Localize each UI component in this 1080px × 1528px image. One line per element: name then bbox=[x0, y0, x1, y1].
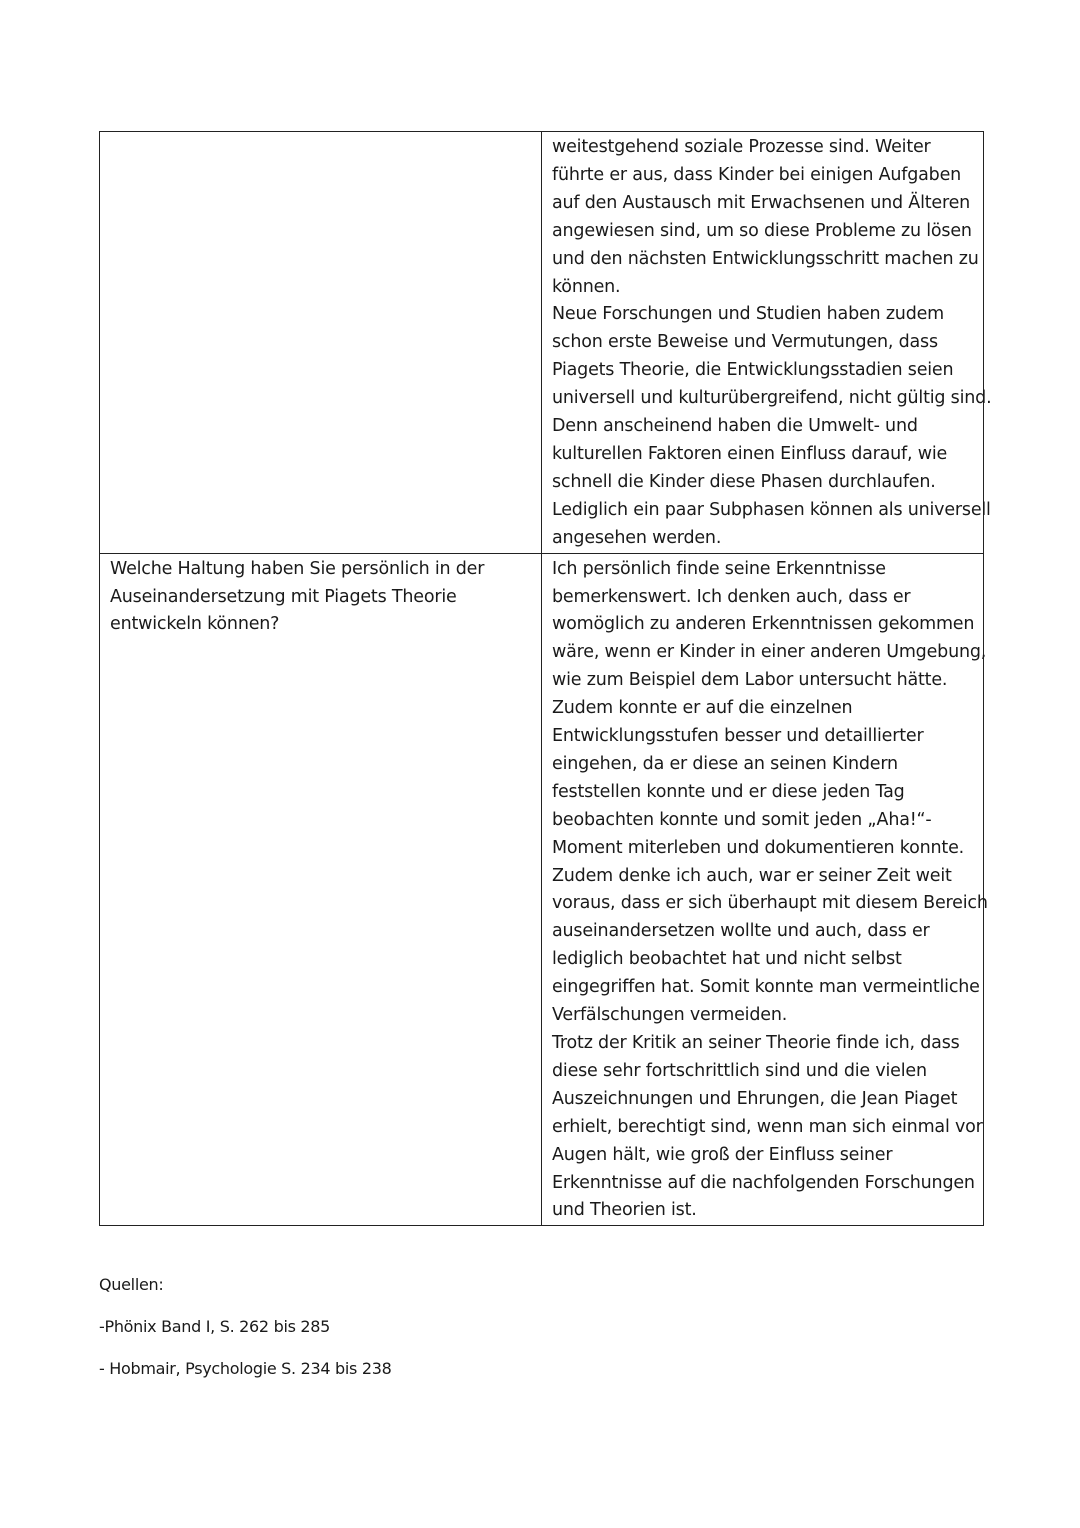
sources-section bbox=[99, 1274, 392, 1400]
text-line: Auszeichnungen und Ehrungen, die Jean Piaget bbox=[552, 1088, 958, 1109]
text-line: eingehen, da er diese an seinen Kindern bbox=[552, 753, 898, 774]
text-line: auseinandersetzen wollte und auch, dass er bbox=[552, 921, 930, 942]
table-row bbox=[100, 132, 984, 554]
source-item: -Phönix Band I, S. 262 bis 285 bbox=[99, 1317, 331, 1336]
question-cell bbox=[100, 553, 542, 1226]
text-line: Augen hält, wie groß der Einfluss seiner bbox=[552, 1144, 893, 1165]
text-line: schnell die Kinder diese Phasen durchlaufen. bbox=[552, 471, 936, 492]
text-line: womöglich zu anderen Erkenntnissen gekommen bbox=[552, 614, 975, 635]
text-line: Auseinandersetzung mit Piagets Theorie bbox=[110, 586, 457, 607]
answer-cell bbox=[542, 132, 992, 554]
text-line: feststellen konnte und er diese jeden Tag bbox=[552, 781, 905, 802]
text-line: Welche Haltung haben Sie persönlich in der bbox=[110, 558, 485, 579]
text-line: kulturellen Faktoren einen Einfluss darauf, wie bbox=[552, 443, 948, 464]
text-line: bemerkenswert. Ich denken auch, dass er bbox=[552, 586, 911, 607]
text-line: lediglich beobachtet hat und nicht selbst bbox=[552, 949, 902, 970]
answer-paragraph bbox=[552, 556, 988, 1030]
text-line: universell und kulturübergreifend, nicht gültig sind. bbox=[552, 388, 992, 409]
text-line: erhielt, berechtigt sind, wenn man sich einmal vor bbox=[552, 1116, 983, 1137]
text-line: angewiesen sind, um so diese Probleme zu lösen bbox=[552, 220, 972, 241]
text-line: Ich persönlich finde seine Erkenntnisse bbox=[552, 558, 886, 579]
text-line: weitestgehend soziale Prozesse sind. Weiter bbox=[552, 137, 931, 157]
text-line: entwickeln können? bbox=[110, 614, 280, 635]
answer-paragraph bbox=[552, 301, 992, 552]
text-line: beobachten konnte und somit jeden „Aha!“- bbox=[552, 809, 932, 830]
text-line: Denn anscheinend haben die Umwelt- und bbox=[552, 416, 918, 437]
text-line: wie zum Beispiel dem Labor untersucht hätte. bbox=[552, 670, 948, 691]
text-line: diese sehr fortschrittlich sind und die vielen bbox=[552, 1060, 927, 1081]
text-line: Entwicklungsstufen besser und detaillierter bbox=[552, 726, 924, 747]
text-line: Lediglich ein paar Subphasen können als universell bbox=[552, 499, 991, 520]
text-line: können. bbox=[552, 276, 621, 297]
answer-cell bbox=[542, 553, 988, 1226]
answer-paragraph bbox=[552, 1030, 983, 1225]
text-line: und den nächsten Entwicklungsschritt machen zu bbox=[552, 248, 979, 269]
text-line: führte er aus, dass Kinder bei einigen Aufgaben bbox=[552, 164, 962, 185]
answer-table bbox=[99, 131, 992, 1226]
question-cell bbox=[100, 132, 542, 554]
text-line: Zudem denke ich auch, war er seiner Zeit weit bbox=[552, 865, 952, 886]
text-line: eingegriffen hat. Somit konnte man vermeintliche bbox=[552, 977, 980, 998]
table-row bbox=[100, 553, 984, 1226]
source-item: - Hobmair, Psychologie S. 234 bis 238 bbox=[99, 1359, 392, 1378]
text-line: Trotz der Kritik an seiner Theorie finde ich, dass bbox=[552, 1033, 960, 1053]
answer-paragraph bbox=[552, 134, 979, 301]
text-line: Verfälschungen vermeiden. bbox=[552, 1005, 788, 1026]
answer-table-body bbox=[100, 132, 992, 1226]
text-line: Zudem konnte er auf die einzelnen bbox=[552, 698, 853, 719]
question-text bbox=[110, 556, 533, 640]
text-line: Erkenntnisse auf die nachfolgenden Forschungen bbox=[552, 1172, 975, 1193]
text-line: wäre, wenn er Kinder in einer anderen Umgebung, bbox=[552, 642, 987, 663]
text-line: und Theorien ist. bbox=[552, 1200, 697, 1221]
text-line: angesehen werden. bbox=[552, 527, 722, 548]
text-line: schon erste Beweise und Vermutungen, dass bbox=[552, 332, 938, 353]
text-line: Moment miterleben und dokumentieren konnte. bbox=[552, 837, 964, 858]
text-line: auf den Austausch mit Erwachsenen und Älteren bbox=[552, 192, 971, 213]
text-line: Piagets Theorie, die Entwicklungsstadien seien bbox=[552, 360, 954, 381]
sources-heading: Quellen: bbox=[99, 1275, 164, 1294]
text-line: voraus, dass er sich überhaupt mit diesem Bereich bbox=[552, 893, 988, 914]
text-line: Neue Forschungen und Studien haben zudem bbox=[552, 304, 945, 325]
